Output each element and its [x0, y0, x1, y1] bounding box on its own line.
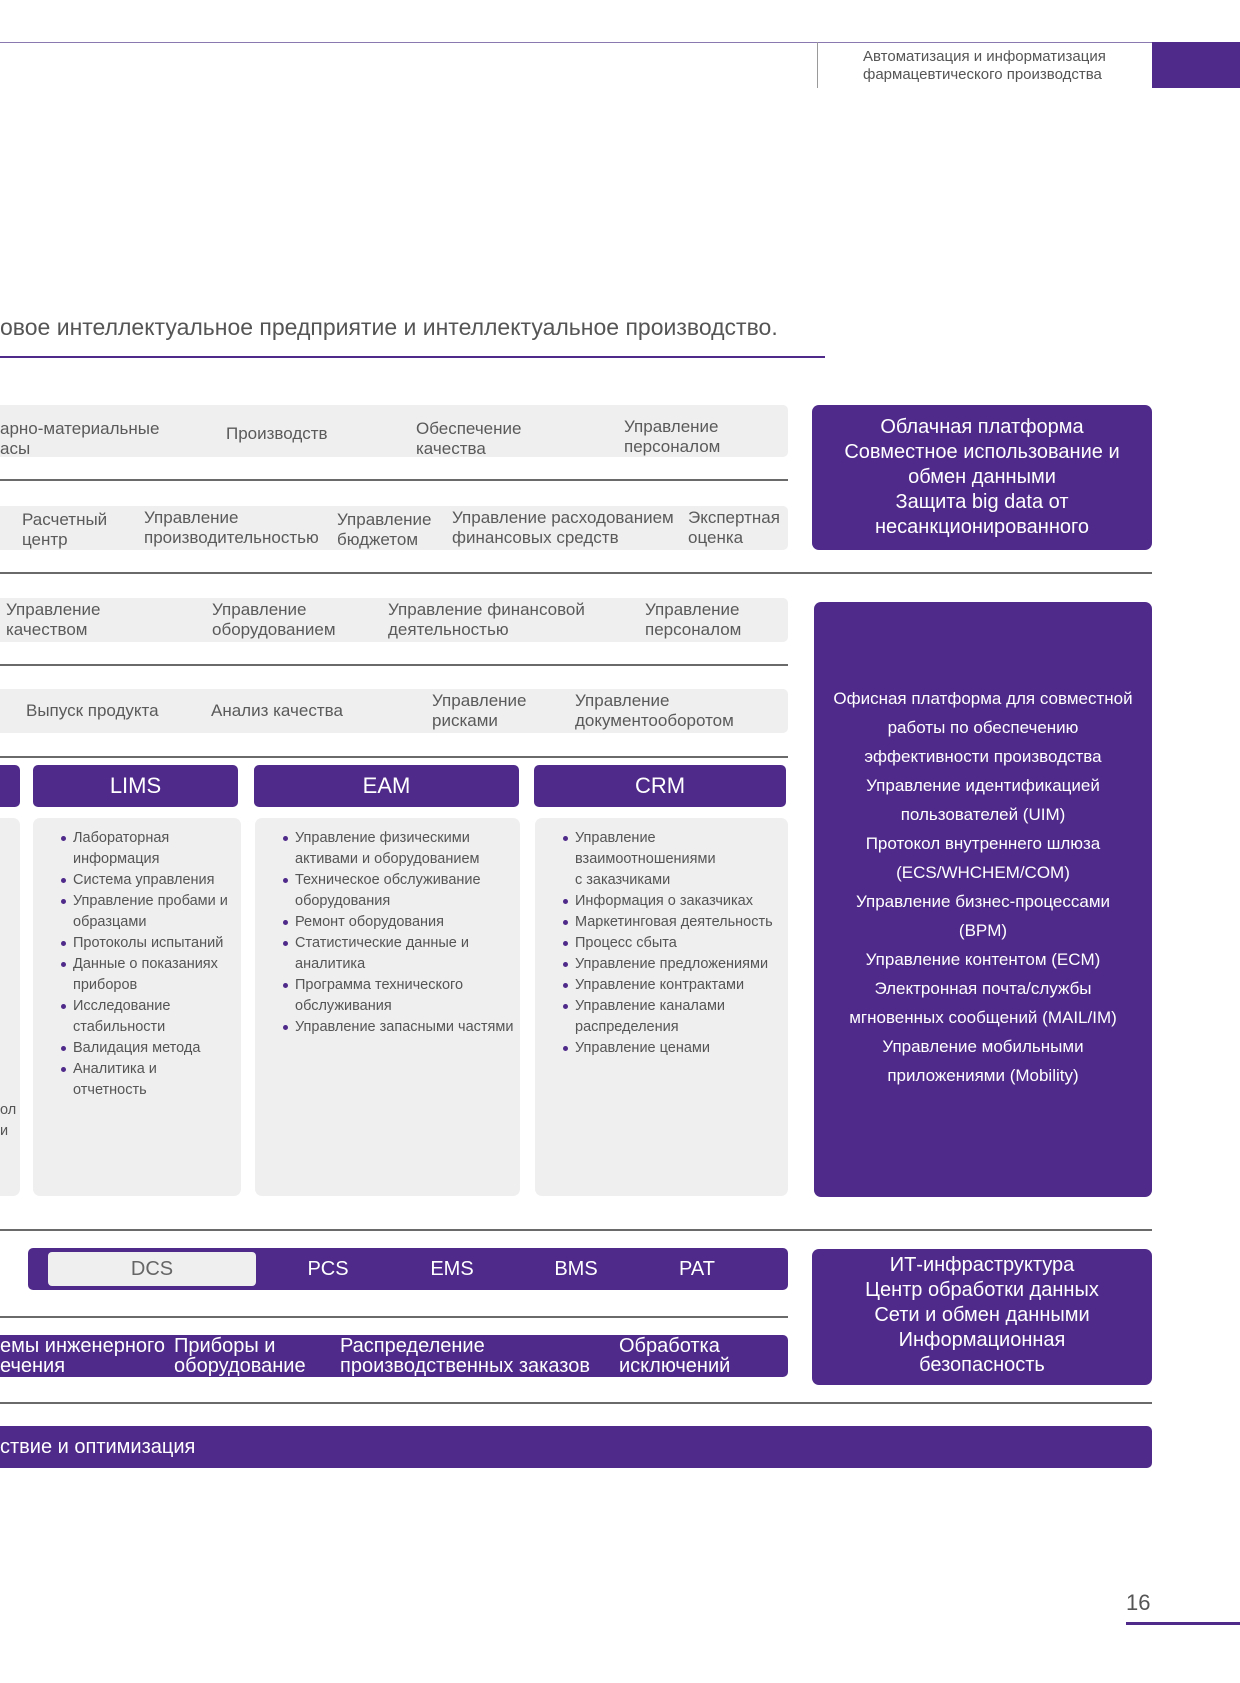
- lims-header: LIMS: [33, 765, 238, 807]
- cloud-platform-box: Облачная платформа Совместное использование и обмен данными Защита big data от несанкционированного: [812, 405, 1152, 550]
- crm-body: [535, 818, 788, 1196]
- intro-text: овое интеллектуальное предприятие и интеллектуальное производство.: [0, 314, 778, 340]
- list-item: Управление взаимоотношениями с заказчиками: [563, 828, 782, 891]
- row4-cell-product-release: Выпуск продукта: [26, 701, 159, 720]
- engineering-cell-instruments: Приборы и оборудование: [174, 1335, 306, 1377]
- list-item: Маркетинговая деятельность: [563, 912, 782, 933]
- list-item: Управление контрактами: [563, 975, 782, 996]
- row1-cell-material: арно-материальные асы: [0, 419, 160, 458]
- module-partial-text: ол и: [0, 1102, 17, 1139]
- list-item: Управление предложениями: [563, 954, 782, 975]
- header-doc-title: Автоматизация и информатизация фармацевтического производства: [863, 48, 1106, 83]
- row1-cell-hr: Управление персоналом: [624, 417, 721, 456]
- list-item: Данные о показаниях приборов: [61, 954, 235, 996]
- row4-cell-risks: Управление рисками: [432, 691, 527, 730]
- list-item: Лабораторная информация: [61, 828, 235, 870]
- separator-6: [0, 1316, 788, 1318]
- row2-cell-budget: Управление бюджетом: [337, 510, 432, 549]
- header-divider: [817, 42, 818, 88]
- office-platform-box: Офисная платформа для совместной работы по обеспечению эффективности производства Управление идентификацией пользователей (UIM) Протокол внутреннего шлюза (ECS/WHCHEM/COM) Управление бизнес-процессами (BPM) Управление контентом (ECM) Электронная почта/службы мгновенных сообщений (MAIL/IM) Управление мобильными приложениями (Mobility): [814, 602, 1152, 1197]
- row4-cell-documents: Управление документооборотом: [575, 691, 734, 730]
- control-systems-bar: [28, 1248, 788, 1290]
- row2-cell-settlement: Расчетный центр: [22, 510, 108, 549]
- list-item: Управление каналами распределения: [563, 996, 782, 1038]
- control-system-ems: EMS: [430, 1257, 474, 1280]
- control-system-pat: PAT: [679, 1257, 715, 1280]
- list-item: Протоколы испытаний: [61, 933, 235, 954]
- row2-cell-performance: Управление производительностью: [144, 508, 319, 547]
- list-item: Исследование стабильности: [61, 996, 235, 1038]
- separator-3: [0, 664, 788, 666]
- row3-cell-finance: Управление финансовой деятельностью: [388, 600, 585, 639]
- eam-header: EAM: [254, 765, 519, 807]
- engineering-cell-orders: Распределение производственных заказов: [340, 1335, 590, 1377]
- crm-list: [535, 818, 788, 1059]
- page-number: 16: [1126, 1590, 1151, 1615]
- list-item: Техническое обслуживание оборудования: [283, 870, 514, 912]
- control-system-pcs: PCS: [307, 1257, 349, 1280]
- separator-1: [0, 479, 788, 481]
- separator-2: [0, 572, 1152, 574]
- list-item: Ремонт оборудования: [283, 912, 514, 933]
- eam-list: [255, 818, 520, 1038]
- list-item: Система управления: [61, 870, 235, 891]
- engineering-cell-exceptions: Обработка исключений: [619, 1335, 731, 1377]
- eam-body: [255, 818, 520, 1196]
- bottom-bar: [0, 1426, 1152, 1468]
- page-number-underline: [1126, 1622, 1240, 1625]
- header-top-line: [0, 42, 1240, 43]
- intro-underline: [0, 356, 825, 358]
- list-item: Информация о заказчиках: [563, 891, 782, 912]
- list-item: Управление запасными частями: [283, 1017, 514, 1038]
- lims-body: [33, 818, 241, 1196]
- list-item: Управление ценами: [563, 1038, 782, 1059]
- header-accent-block: [1152, 42, 1240, 88]
- it-infrastructure-box: ИТ-инфраструктура Центр обработки данных Сети и обмен данными Информационная безопасность: [812, 1249, 1152, 1385]
- control-system-selected: DCS: [48, 1252, 256, 1286]
- row3-cell-equipment: Управление оборудованием: [212, 600, 336, 639]
- list-item: Программа технического обслуживания: [283, 975, 514, 1017]
- row3-cell-hr: Управление персоналом: [645, 600, 742, 639]
- row3-cell-quality: Управление качеством: [6, 600, 101, 639]
- separator-4: [0, 756, 788, 758]
- lims-list: [33, 818, 241, 1101]
- list-item: Управление пробами и образцами: [61, 891, 235, 933]
- separator-7: [0, 1402, 1152, 1404]
- list-item: Аналитика и отчетность: [61, 1059, 235, 1101]
- list-item: Валидация метода: [61, 1038, 235, 1059]
- engineering-cell-utilities: емы инженерного ечения: [0, 1335, 165, 1377]
- list-item: Управление физическими активами и оборудованием: [283, 828, 514, 870]
- control-system-bms: BMS: [554, 1257, 598, 1280]
- separator-5: [0, 1229, 1152, 1231]
- module-partial-header: [0, 765, 20, 807]
- row4-cell-quality-analysis: Анализ качества: [211, 701, 343, 720]
- row2-cell-expenses: Управление расходованием финансовых средств: [452, 508, 674, 547]
- row1-cell-production: Производств: [226, 424, 328, 443]
- bottom-bar-text: ствие и оптимизация: [0, 1436, 196, 1458]
- row1-cell-quality-assurance: Обеспечение качества: [416, 419, 522, 458]
- list-item: Статистические данные и аналитика: [283, 933, 514, 975]
- crm-header: CRM: [534, 765, 786, 807]
- list-item: Процесс сбыта: [563, 933, 782, 954]
- row2-cell-expert: Экспертная оценка: [688, 508, 780, 547]
